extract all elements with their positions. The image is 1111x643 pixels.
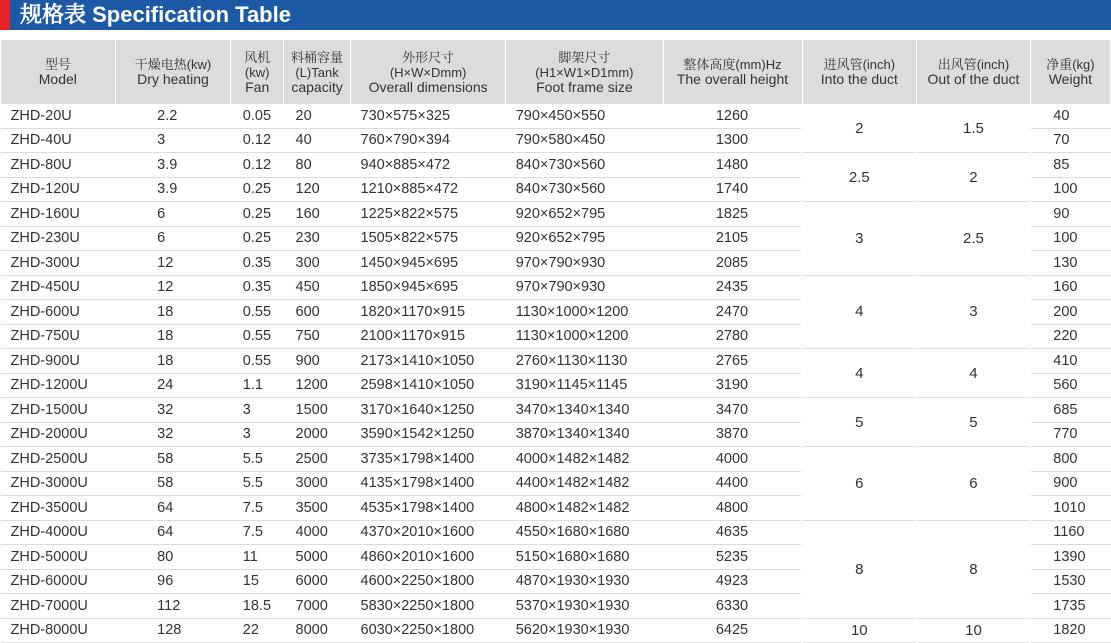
cell-dry-heating: 80 <box>115 545 231 570</box>
header-overall-dimensions: 外形尺寸 (H×W×Dmm) Overall dimensions <box>351 40 506 104</box>
cell-overall-height: 6330 <box>663 594 802 619</box>
cell-foot-frame-size: 1130×1000×1200 <box>506 324 663 349</box>
cell-overall-dimensions: 4535×1798×1400 <box>351 496 506 521</box>
cell-model: ZHD-750U <box>1 324 116 349</box>
header-overall-height: 整体高度(mm)Hz The overall height <box>663 40 802 104</box>
cell-model: ZHD-5000U <box>1 545 116 570</box>
cell-overall-dimensions: 1850×945×695 <box>351 275 506 300</box>
page-title: 规格表 Specification Table <box>20 2 291 27</box>
cell-overall-height: 2435 <box>663 275 802 300</box>
cell-fan: 0.12 <box>231 128 284 153</box>
cell-fan: 3 <box>231 422 284 447</box>
cell-dry-heating: 2.2 <box>115 104 231 128</box>
cell-overall-height: 2105 <box>663 226 802 251</box>
cell-fan: 0.35 <box>231 275 284 300</box>
cell-tank-capacity: 160 <box>284 202 351 227</box>
cell-foot-frame-size: 5620×1930×1930 <box>506 618 663 643</box>
cell-overall-height: 2470 <box>663 300 802 325</box>
cell-out-duct: 2.5 <box>917 202 1031 276</box>
cell-overall-height: 1825 <box>663 202 802 227</box>
cell-foot-frame-size: 790×450×550 <box>506 104 663 128</box>
cell-overall-dimensions: 1820×1170×915 <box>351 300 506 325</box>
cell-overall-height: 2765 <box>663 349 802 374</box>
cell-dry-heating: 18 <box>115 300 231 325</box>
cell-tank-capacity: 300 <box>284 251 351 276</box>
cell-foot-frame-size: 2760×1130×1130 <box>506 349 663 374</box>
cell-out-duct: 5 <box>917 398 1031 447</box>
cell-weight: 40 <box>1030 104 1110 128</box>
cell-weight: 770 <box>1030 422 1110 447</box>
cell-overall-height: 2085 <box>663 251 802 276</box>
cell-foot-frame-size: 840×730×560 <box>506 153 663 178</box>
cell-into-duct: 3 <box>802 202 917 276</box>
cell-weight: 685 <box>1030 398 1110 423</box>
cell-overall-height: 6425 <box>663 618 802 643</box>
cell-tank-capacity: 1200 <box>284 373 351 398</box>
cell-out-duct: 1.5 <box>917 104 1031 153</box>
cell-fan: 0.25 <box>231 226 284 251</box>
cell-overall-height: 5235 <box>663 545 802 570</box>
cell-model: ZHD-4000U <box>1 520 116 545</box>
cell-fan: 0.55 <box>231 349 284 374</box>
table-row <box>1 349 1111 374</box>
table-row <box>1 202 1111 227</box>
cell-tank-capacity: 1500 <box>284 398 351 423</box>
cell-overall-dimensions: 4860×2010×1600 <box>351 545 506 570</box>
cell-foot-frame-size: 3870×1340×1340 <box>506 422 663 447</box>
cell-model: ZHD-2500U <box>1 447 116 472</box>
cell-dry-heating: 64 <box>115 496 231 521</box>
cell-model: ZHD-1500U <box>1 398 116 423</box>
cell-overall-dimensions: 1210×885×472 <box>351 177 506 202</box>
cell-dry-heating: 12 <box>115 251 231 276</box>
cell-fan: 3 <box>231 398 284 423</box>
cell-fan: 18.5 <box>231 594 284 619</box>
cell-foot-frame-size: 4400×1482×1482 <box>506 471 663 496</box>
cell-overall-dimensions: 1225×822×575 <box>351 202 506 227</box>
cell-tank-capacity: 4000 <box>284 520 351 545</box>
cell-fan: 0.55 <box>231 300 284 325</box>
cell-out-duct: 10 <box>917 618 1031 643</box>
cell-weight: 1390 <box>1030 545 1110 570</box>
cell-tank-capacity: 7000 <box>284 594 351 619</box>
cell-overall-dimensions: 2173×1410×1050 <box>351 349 506 374</box>
cell-overall-height: 1480 <box>663 153 802 178</box>
cell-weight: 85 <box>1030 153 1110 178</box>
cell-foot-frame-size: 970×790×930 <box>506 275 663 300</box>
cell-foot-frame-size: 5370×1930×1930 <box>506 594 663 619</box>
cell-overall-dimensions: 4600×2250×1800 <box>351 569 506 594</box>
cell-tank-capacity: 20 <box>284 104 351 128</box>
cell-dry-heating: 18 <box>115 324 231 349</box>
cell-foot-frame-size: 920×652×795 <box>506 226 663 251</box>
cell-foot-frame-size: 970×790×930 <box>506 251 663 276</box>
cell-weight: 560 <box>1030 373 1110 398</box>
cell-weight: 1160 <box>1030 520 1110 545</box>
cell-dry-heating: 32 <box>115 422 231 447</box>
cell-fan: 7.5 <box>231 520 284 545</box>
cell-fan: 0.25 <box>231 202 284 227</box>
cell-weight: 100 <box>1030 177 1110 202</box>
cell-overall-height: 4923 <box>663 569 802 594</box>
cell-fan: 0.12 <box>231 153 284 178</box>
cell-weight: 900 <box>1030 471 1110 496</box>
cell-tank-capacity: 8000 <box>284 618 351 643</box>
cell-dry-heating: 58 <box>115 471 231 496</box>
cell-into-duct: 4 <box>802 349 917 398</box>
header-row <box>1 40 1111 104</box>
cell-overall-height: 4000 <box>663 447 802 472</box>
cell-weight: 1820 <box>1030 618 1110 643</box>
cell-overall-height: 3870 <box>663 422 802 447</box>
table-row <box>1 618 1111 643</box>
cell-overall-height: 3470 <box>663 398 802 423</box>
cell-weight: 70 <box>1030 128 1110 153</box>
cell-tank-capacity: 6000 <box>284 569 351 594</box>
cell-foot-frame-size: 840×730×560 <box>506 177 663 202</box>
spec-table-body <box>1 104 1111 643</box>
cell-out-duct: 2 <box>917 153 1031 202</box>
cell-into-duct: 2.5 <box>802 153 917 202</box>
cell-foot-frame-size: 5150×1680×1680 <box>506 545 663 570</box>
header-out-duct: 出风管(inch) Out of the duct <box>917 40 1031 104</box>
cell-tank-capacity: 40 <box>284 128 351 153</box>
cell-tank-capacity: 2500 <box>284 447 351 472</box>
cell-fan: 0.35 <box>231 251 284 276</box>
cell-model: ZHD-160U <box>1 202 116 227</box>
table-row <box>1 104 1111 128</box>
cell-overall-height: 1260 <box>663 104 802 128</box>
cell-dry-heating: 112 <box>115 594 231 619</box>
cell-model: ZHD-600U <box>1 300 116 325</box>
cell-into-duct: 5 <box>802 398 917 447</box>
cell-dry-heating: 96 <box>115 569 231 594</box>
header-tank-capacity: 料桶容量 (L)Tank capacity <box>284 40 351 104</box>
cell-model: ZHD-1200U <box>1 373 116 398</box>
cell-fan: 5.5 <box>231 471 284 496</box>
cell-overall-height: 3190 <box>663 373 802 398</box>
cell-overall-height: 1300 <box>663 128 802 153</box>
cell-dry-heating: 128 <box>115 618 231 643</box>
header-foot-frame-size: 脚架尺寸 (H1×W1×D1mm) Foot frame size <box>506 40 663 104</box>
cell-overall-height: 2780 <box>663 324 802 349</box>
cell-weight: 160 <box>1030 275 1110 300</box>
cell-weight: 130 <box>1030 251 1110 276</box>
cell-foot-frame-size: 920×652×795 <box>506 202 663 227</box>
cell-foot-frame-size: 3470×1340×1340 <box>506 398 663 423</box>
title-banner <box>0 0 1111 30</box>
cell-dry-heating: 3.9 <box>115 153 231 178</box>
cell-overall-dimensions: 940×885×472 <box>351 153 506 178</box>
cell-weight: 800 <box>1030 447 1110 472</box>
cell-overall-dimensions: 3735×1798×1400 <box>351 447 506 472</box>
cell-into-duct: 8 <box>802 520 917 618</box>
cell-tank-capacity: 80 <box>284 153 351 178</box>
header-model: 型号 Model <box>1 40 116 104</box>
cell-model: ZHD-7000U <box>1 594 116 619</box>
cell-dry-heating: 6 <box>115 202 231 227</box>
cell-overall-dimensions: 730×575×325 <box>351 104 506 128</box>
cell-weight: 220 <box>1030 324 1110 349</box>
cell-weight: 200 <box>1030 300 1110 325</box>
banner-accent <box>0 0 10 30</box>
cell-dry-heating: 32 <box>115 398 231 423</box>
cell-foot-frame-size: 790×580×450 <box>506 128 663 153</box>
cell-weight: 1010 <box>1030 496 1110 521</box>
cell-fan: 22 <box>231 618 284 643</box>
cell-into-duct: 10 <box>802 618 917 643</box>
cell-dry-heating: 3.9 <box>115 177 231 202</box>
cell-out-duct: 6 <box>917 447 1031 521</box>
cell-model: ZHD-8000U <box>1 618 116 643</box>
cell-dry-heating: 64 <box>115 520 231 545</box>
cell-overall-dimensions: 3590×1542×1250 <box>351 422 506 447</box>
cell-model: ZHD-40U <box>1 128 116 153</box>
header-fan: 风机 (kw) Fan <box>231 40 284 104</box>
cell-weight: 410 <box>1030 349 1110 374</box>
cell-overall-dimensions: 760×790×394 <box>351 128 506 153</box>
cell-tank-capacity: 900 <box>284 349 351 374</box>
cell-model: ZHD-3000U <box>1 471 116 496</box>
table-row <box>1 520 1111 545</box>
cell-overall-dimensions: 4135×1798×1400 <box>351 471 506 496</box>
table-row <box>1 447 1111 472</box>
cell-fan: 5.5 <box>231 447 284 472</box>
cell-tank-capacity: 230 <box>284 226 351 251</box>
cell-foot-frame-size: 4870×1930×1930 <box>506 569 663 594</box>
cell-model: ZHD-2000U <box>1 422 116 447</box>
header-weight: 净重(kg) Weight <box>1030 40 1110 104</box>
cell-out-duct: 8 <box>917 520 1031 618</box>
cell-overall-dimensions: 4370×2010×1600 <box>351 520 506 545</box>
cell-dry-heating: 24 <box>115 373 231 398</box>
cell-model: ZHD-3500U <box>1 496 116 521</box>
cell-model: ZHD-230U <box>1 226 116 251</box>
cell-weight: 90 <box>1030 202 1110 227</box>
cell-into-duct: 2 <box>802 104 917 153</box>
cell-model: ZHD-20U <box>1 104 116 128</box>
cell-foot-frame-size: 4000×1482×1482 <box>506 447 663 472</box>
cell-fan: 0.55 <box>231 324 284 349</box>
cell-model: ZHD-120U <box>1 177 116 202</box>
cell-weight: 1735 <box>1030 594 1110 619</box>
cell-foot-frame-size: 3190×1145×1145 <box>506 373 663 398</box>
cell-overall-dimensions: 2100×1170×915 <box>351 324 506 349</box>
cell-tank-capacity: 3500 <box>284 496 351 521</box>
cell-out-duct: 3 <box>917 275 1031 349</box>
cell-into-duct: 6 <box>802 447 917 521</box>
cell-model: ZHD-450U <box>1 275 116 300</box>
cell-out-duct: 4 <box>917 349 1031 398</box>
cell-tank-capacity: 2000 <box>284 422 351 447</box>
cell-weight: 100 <box>1030 226 1110 251</box>
cell-overall-dimensions: 6030×2250×1800 <box>351 618 506 643</box>
cell-foot-frame-size: 4800×1482×1482 <box>506 496 663 521</box>
cell-foot-frame-size: 4550×1680×1680 <box>506 520 663 545</box>
cell-fan: 1.1 <box>231 373 284 398</box>
cell-overall-height: 4400 <box>663 471 802 496</box>
cell-overall-dimensions: 1450×945×695 <box>351 251 506 276</box>
cell-overall-dimensions: 1505×822×575 <box>351 226 506 251</box>
cell-overall-dimensions: 2598×1410×1050 <box>351 373 506 398</box>
cell-overall-height: 4800 <box>663 496 802 521</box>
cell-fan: 11 <box>231 545 284 570</box>
cell-overall-dimensions: 3170×1640×1250 <box>351 398 506 423</box>
cell-tank-capacity: 600 <box>284 300 351 325</box>
cell-tank-capacity: 3000 <box>284 471 351 496</box>
cell-dry-heating: 3 <box>115 128 231 153</box>
spec-table-container <box>0 40 1111 643</box>
cell-foot-frame-size: 1130×1000×1200 <box>506 300 663 325</box>
cell-tank-capacity: 120 <box>284 177 351 202</box>
cell-fan: 7.5 <box>231 496 284 521</box>
cell-tank-capacity: 750 <box>284 324 351 349</box>
header-into-duct: 进风管(inch) Into the duct <box>802 40 917 104</box>
cell-weight: 1530 <box>1030 569 1110 594</box>
cell-dry-heating: 12 <box>115 275 231 300</box>
table-row <box>1 153 1111 178</box>
cell-fan: 0.25 <box>231 177 284 202</box>
cell-tank-capacity: 450 <box>284 275 351 300</box>
cell-into-duct: 4 <box>802 275 917 349</box>
cell-tank-capacity: 5000 <box>284 545 351 570</box>
cell-dry-heating: 18 <box>115 349 231 374</box>
cell-overall-height: 1740 <box>663 177 802 202</box>
table-row <box>1 275 1111 300</box>
header-dry-heating: 干燥电热(kw) Dry heating <box>115 40 231 104</box>
cell-overall-dimensions: 5830×2250×1800 <box>351 594 506 619</box>
cell-dry-heating: 58 <box>115 447 231 472</box>
cell-model: ZHD-80U <box>1 153 116 178</box>
table-row <box>1 398 1111 423</box>
cell-overall-height: 4635 <box>663 520 802 545</box>
cell-model: ZHD-900U <box>1 349 116 374</box>
spec-table <box>0 40 1111 643</box>
cell-dry-heating: 6 <box>115 226 231 251</box>
cell-model: ZHD-300U <box>1 251 116 276</box>
cell-fan: 15 <box>231 569 284 594</box>
cell-fan: 0.05 <box>231 104 284 128</box>
cell-model: ZHD-6000U <box>1 569 116 594</box>
